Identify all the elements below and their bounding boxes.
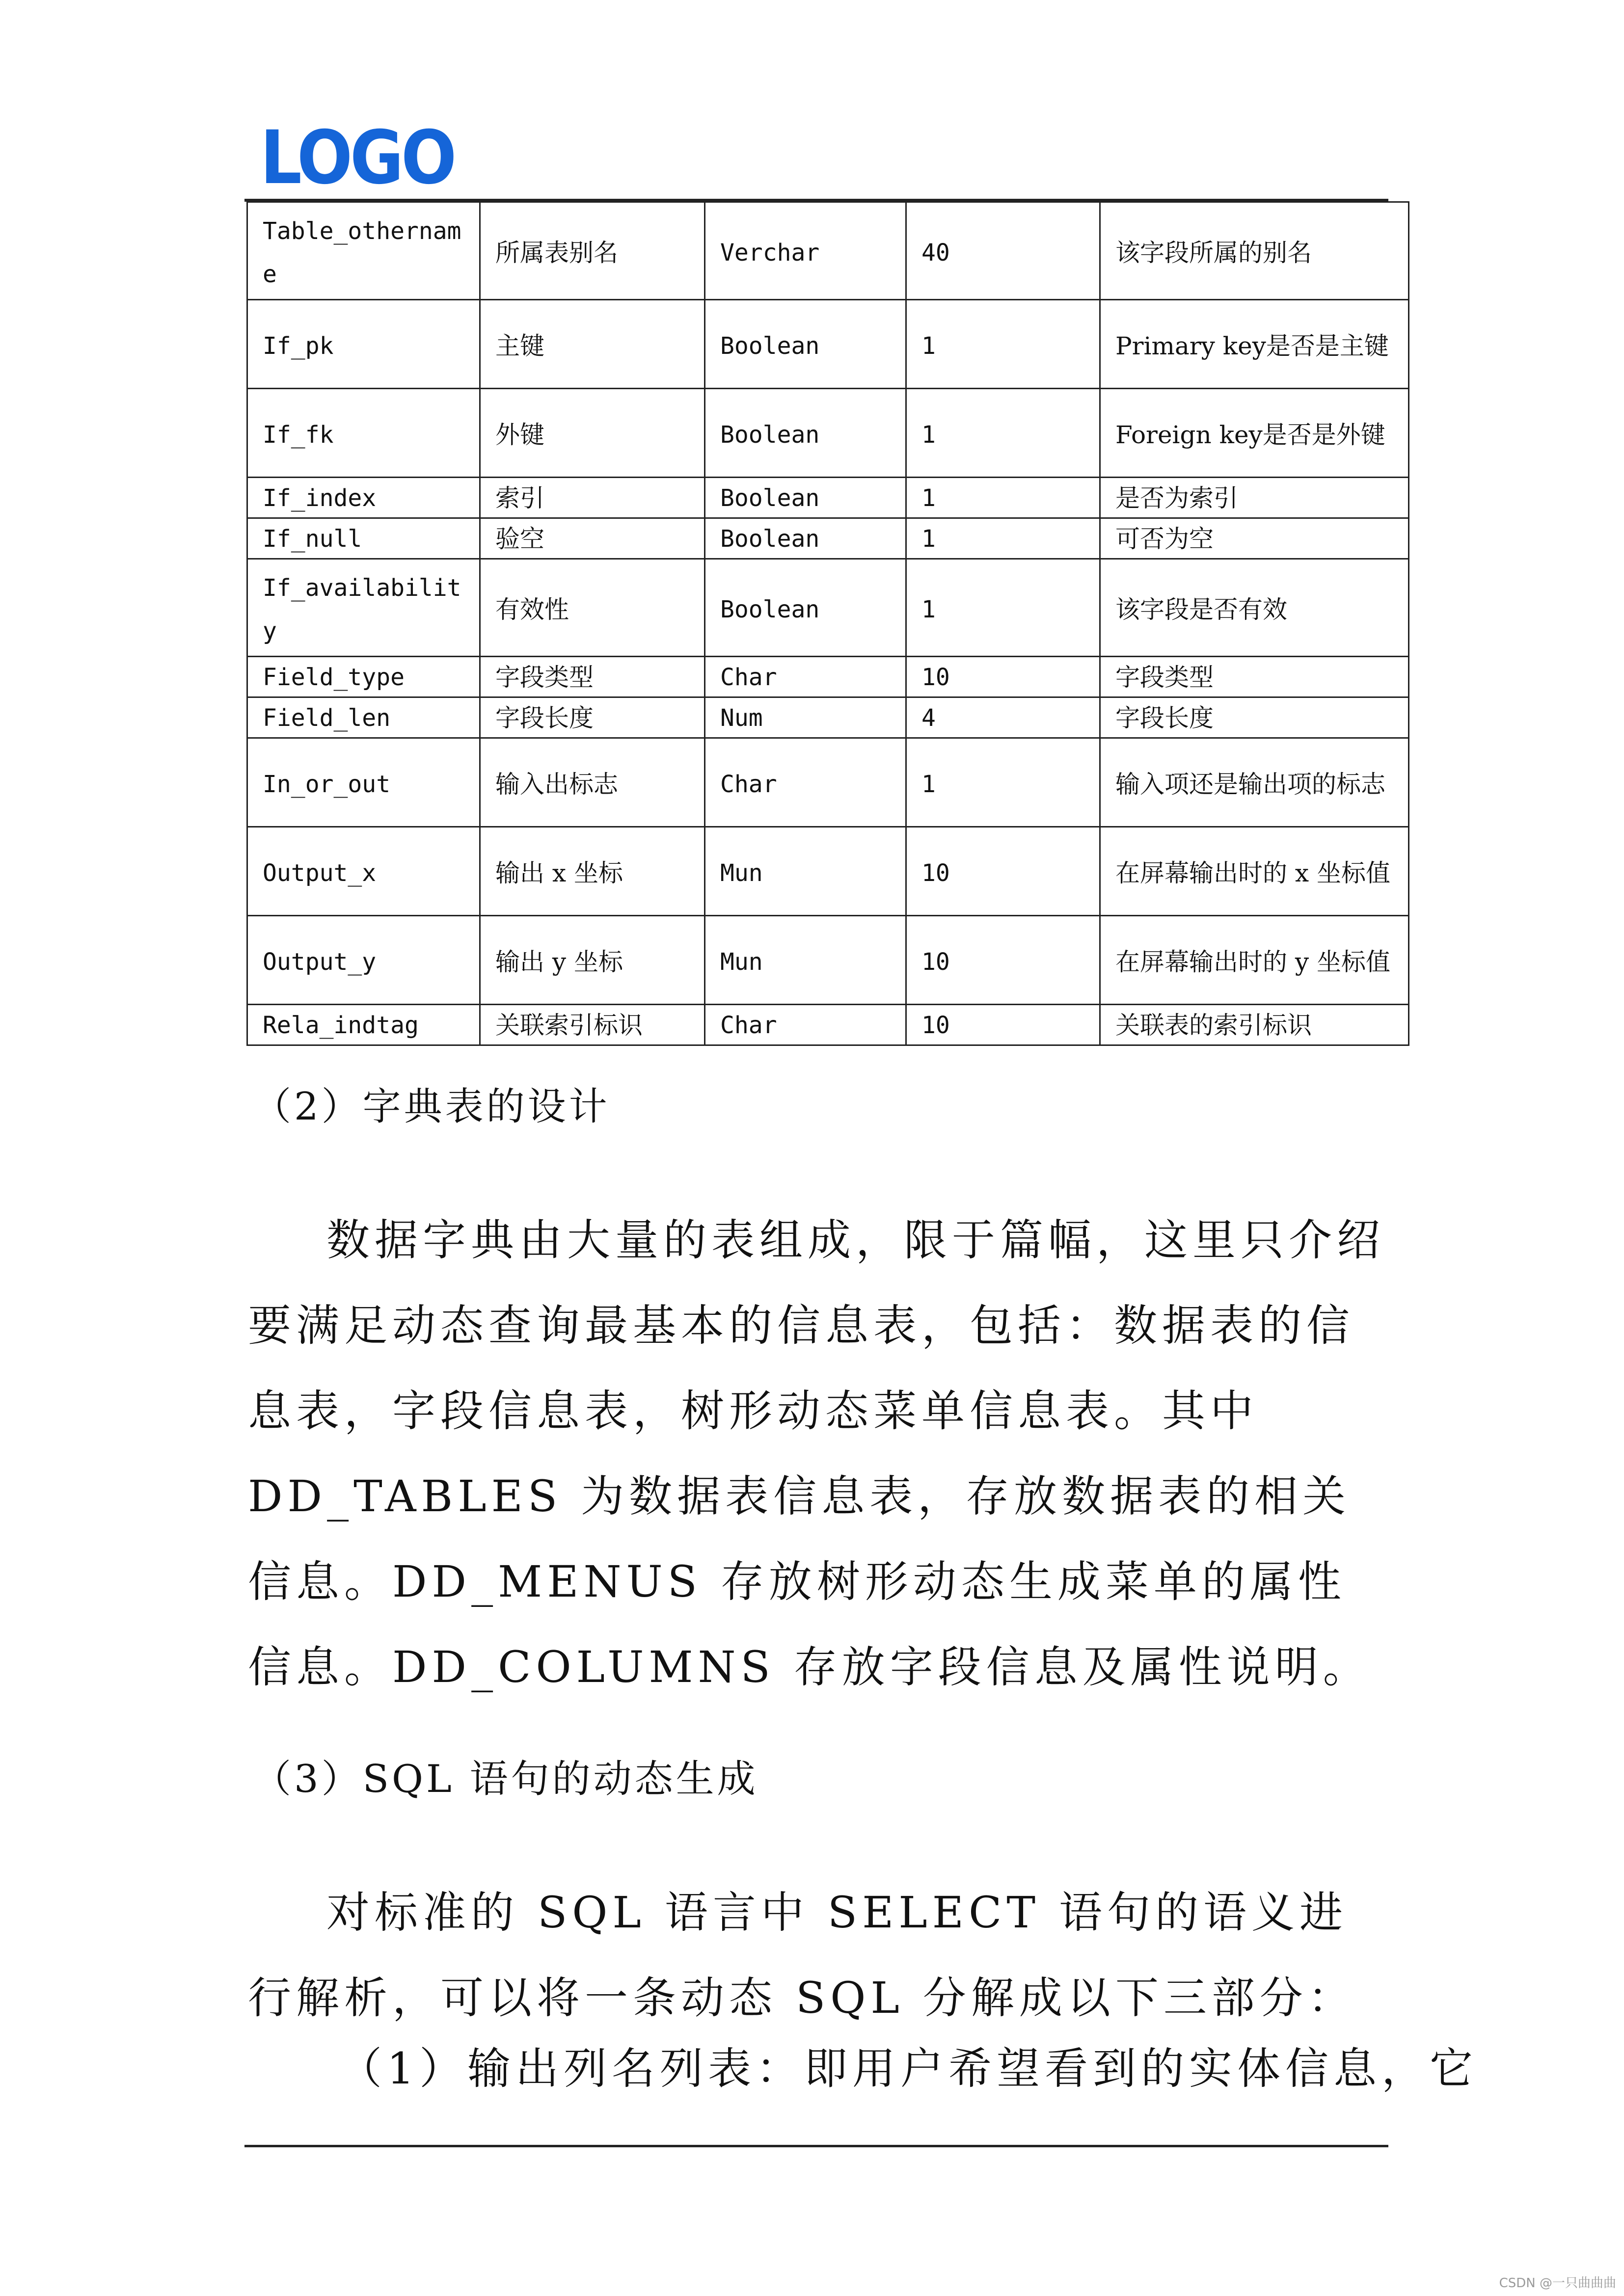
table-cell: 1: [906, 478, 1100, 518]
table-cell: 验空: [480, 518, 705, 559]
table-cell: 1: [906, 300, 1100, 389]
table-cell: 1: [906, 518, 1100, 559]
table-cell: If_null: [247, 518, 480, 559]
table-cell: In_or_out: [247, 738, 480, 827]
table-cell: Boolean: [705, 478, 906, 518]
table-cell: 1: [906, 389, 1100, 478]
table-cell: 字段长度: [480, 697, 705, 738]
table-cell: If_availability: [247, 559, 480, 657]
table-cell: Field_len: [247, 697, 480, 738]
table-cell: Boolean: [705, 389, 906, 478]
table-cell: 该字段是否有效: [1100, 559, 1409, 657]
table-cell: Foreign key是否是外键: [1100, 389, 1409, 478]
table-cell: Char: [705, 657, 906, 697]
table-row: [247, 559, 1409, 657]
table-row: [247, 300, 1409, 389]
table-cell: If_fk: [247, 389, 480, 478]
table-cell: 有效性: [480, 559, 705, 657]
table-row: [247, 202, 1409, 300]
table-row: [247, 389, 1409, 478]
table-row: [247, 827, 1409, 916]
section-2-paragraph: 数据字典由大量的表组成，限于篇幅，这里只介绍要满足动态查询最基本的信息表，包括：数据表的信息表，字段信息表，树形动态菜单信息表。其中 DD_TABLES 为数据表信息表，存放数据表的相关信息。DD_MENUS 存放树形动态生成菜单的属性信息。DD_COLUMNS 存放字段信息及属性说明。: [248, 1215, 1385, 1692]
table-cell: Boolean: [705, 518, 906, 559]
section-3-paragraph: 对标准的 SQL 语言中 SELECT 语句的语义进行解析，可以将一条动态 SQL 分解成以下三部分：: [248, 1887, 1356, 2023]
table-cell: 在屏幕输出时的 x 坐标值: [1100, 827, 1409, 916]
table-row: [247, 916, 1409, 1005]
table-cell: 关联索引标识: [480, 1005, 705, 1045]
table-cell: Output_y: [247, 916, 480, 1005]
table-cell: Verchar: [705, 202, 906, 300]
table-cell: 字段类型: [1100, 657, 1409, 697]
section-3-heading: （3）SQL 语句的动态生成: [253, 1757, 758, 1801]
watermark: CSDN @一只曲曲曲: [1499, 2276, 1616, 2291]
table-row: [247, 1005, 1409, 1045]
table-cell: 输入出标志: [480, 738, 705, 827]
table-cell: If_index: [247, 478, 480, 518]
table-row: [247, 657, 1409, 697]
table-cell: Field_type: [247, 657, 480, 697]
table-cell: Primary key是否是主键: [1100, 300, 1409, 389]
table-cell: Rela_indtag: [247, 1005, 480, 1045]
table-cell: 10: [906, 1005, 1100, 1045]
table-cell: 10: [906, 916, 1100, 1005]
footer-rule: [244, 2145, 1388, 2147]
table-cell: 输入项还是输出项的标志: [1100, 738, 1409, 827]
table-row: [247, 697, 1409, 738]
table-cell: Table_othername: [247, 202, 480, 300]
svg-text:LOGO: LOGO: [260, 125, 454, 189]
table-row: [247, 738, 1409, 827]
table-cell: Output_x: [247, 827, 480, 916]
table-cell: 字段长度: [1100, 697, 1409, 738]
section-2-heading: （2）字典表的设计: [253, 1085, 610, 1129]
table-cell: 10: [906, 657, 1100, 697]
table-cell: 索引: [480, 478, 705, 518]
table-cell: Char: [705, 738, 906, 827]
table-cell: 关联表的索引标识: [1100, 1005, 1409, 1045]
table-cell: 是否为索引: [1100, 478, 1409, 518]
table-cell: 所属表别名: [480, 202, 705, 300]
table-cell: Char: [705, 1005, 906, 1045]
list-item-output-columns: （1）输出列名列表：即用户希望看到的实体信息，它: [339, 2043, 1478, 2094]
table-cell: 主键: [480, 300, 705, 389]
table-cell: 4: [906, 697, 1100, 738]
table-cell: 该字段所属的别名: [1100, 202, 1409, 300]
table-cell: 10: [906, 827, 1100, 916]
table-cell: Mun: [705, 827, 906, 916]
table-row: [247, 478, 1409, 518]
table-cell: Boolean: [705, 300, 906, 389]
table-cell: Mun: [705, 916, 906, 1005]
table-cell: 在屏幕输出时的 y 坐标值: [1100, 916, 1409, 1005]
table-row: [247, 518, 1409, 559]
table-cell: 输出 x 坐标: [480, 827, 705, 916]
table-cell: Boolean: [705, 559, 906, 657]
table-cell: 1: [906, 559, 1100, 657]
field-definition-table: [246, 201, 1409, 1046]
table-cell: 字段类型: [480, 657, 705, 697]
table-cell: If_pk: [247, 300, 480, 389]
table-cell: 输出 y 坐标: [480, 916, 705, 1005]
table-cell: 外键: [480, 389, 705, 478]
table-cell: 可否为空: [1100, 518, 1409, 559]
table-cell: 40: [906, 202, 1100, 300]
table-cell: 1: [906, 738, 1100, 827]
table-cell: Num: [705, 697, 906, 738]
logo: [260, 125, 457, 189]
